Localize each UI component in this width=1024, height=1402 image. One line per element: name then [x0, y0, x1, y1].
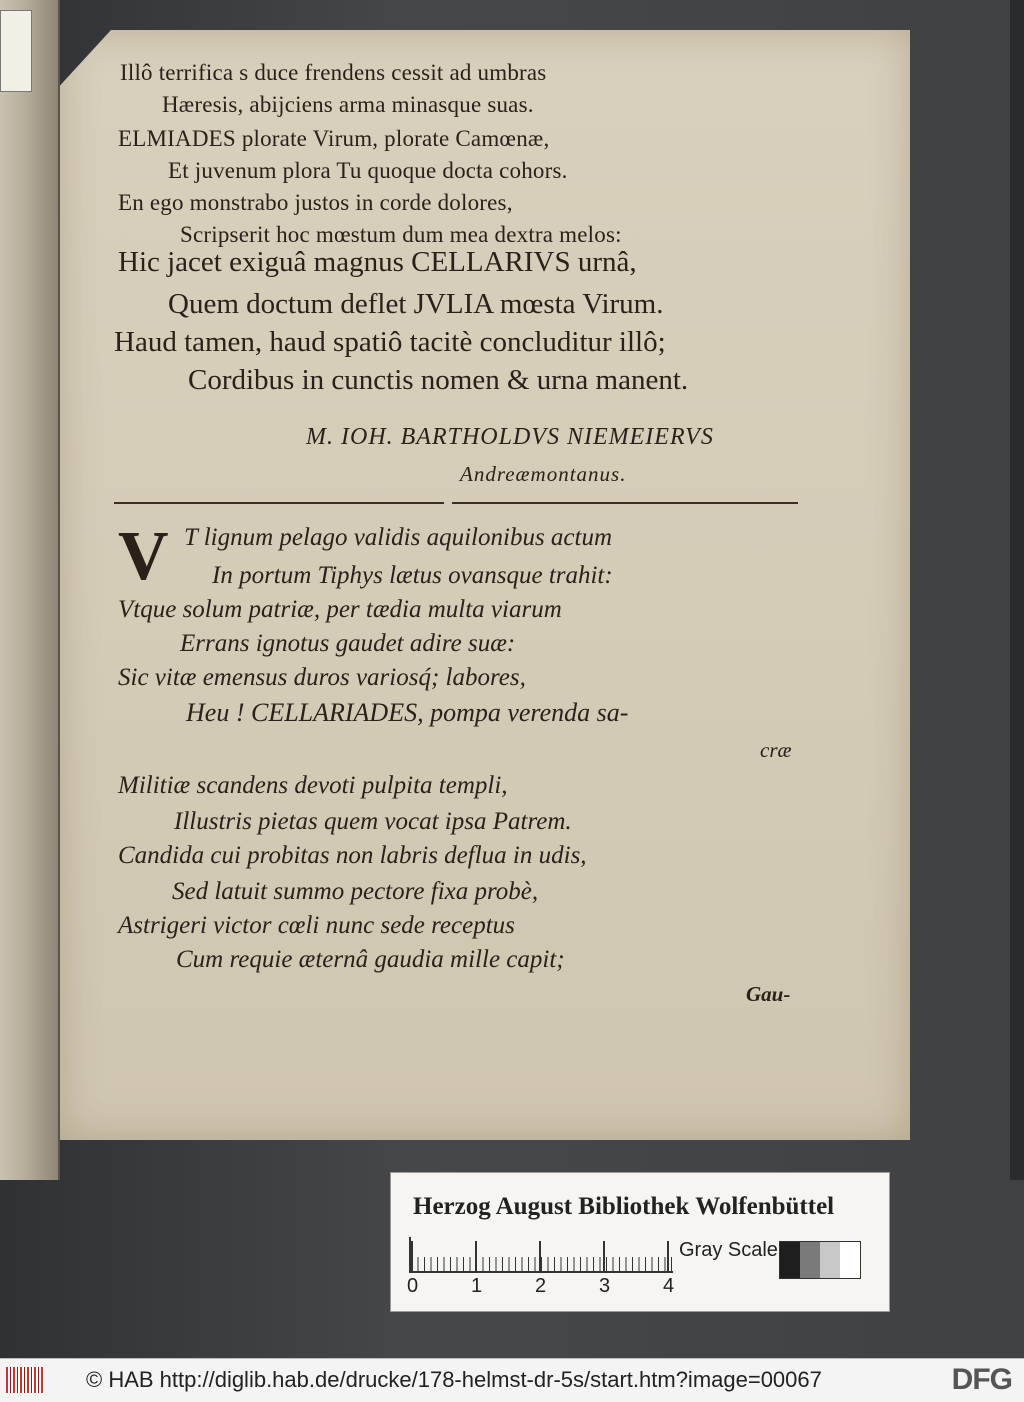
verse-line: Et juvenum plora Tu quoque docta cohors. — [168, 158, 568, 183]
verse-line: Haud tamen, haud spatiô tacitè concluditur illô; — [114, 326, 666, 358]
viewer-footer — [0, 1358, 1024, 1402]
right-shadow — [1010, 0, 1024, 1180]
verse-line: En ego monstrabo justos in corde dolores, — [118, 190, 513, 215]
verse-line: Hic jacet exiguâ magnus CELLARIVS urnâ, — [118, 246, 637, 278]
divider-rule — [452, 502, 798, 504]
verse-line: Hæresis, abijciens arma minasque suas. — [162, 92, 534, 117]
gray-swatch — [800, 1242, 820, 1278]
measurement-ruler — [407, 1237, 675, 1297]
verse-line: Candida cui probitas non labris deflua in udis, — [118, 842, 587, 869]
ruler-number: 0 — [407, 1275, 419, 1297]
previous-page-edge — [0, 0, 60, 1180]
drop-cap: V — [118, 518, 169, 595]
divider-rule — [114, 502, 444, 504]
verse-line: In portum Tiphys lætus ovansque trahit: — [212, 562, 613, 589]
gray-swatch — [780, 1242, 800, 1278]
verse-line: Militiæ scandens devoti pulpita templi, — [118, 772, 508, 799]
gray-scale-swatches — [779, 1241, 861, 1279]
verse-line: ELMIADES plorate Virum, plorate Camœnæ, — [118, 126, 550, 151]
gray-scale-label: Gray Scale — [679, 1239, 778, 1261]
ruler-major-tick — [475, 1241, 477, 1271]
verse-line: Cordibus in cunctis nomen & urna manent. — [188, 364, 689, 396]
author-signature: M. IOH. BARTHOLDVS NIEMEIERVS — [306, 424, 714, 450]
ruler-major-tick — [603, 1241, 605, 1271]
author-place: Andreæmontanus. — [460, 462, 627, 486]
library-label-tab — [0, 10, 32, 92]
verse-line: Quem doctum deflet JVLIA mœsta Virum. — [168, 288, 664, 320]
source-url[interactable]: © HAB http://diglib.hab.de/drucke/178-helmst-dr-5s/start.htm?image=00067 — [86, 1367, 822, 1392]
ruler-number: 3 — [599, 1275, 611, 1297]
verse-line: Vtque solum patriæ, per tædia multa viarum — [118, 596, 562, 623]
verse-line: Heu ! CELLARIADES, pompa verenda sa- — [186, 698, 629, 727]
ruler-major-tick — [667, 1241, 669, 1271]
verse-line: T lignum pelago validis aquilonibus actum — [184, 524, 613, 551]
verse-line: Errans ignotus gaudet adire suæ: — [180, 630, 516, 657]
ruler-number: 2 — [535, 1275, 547, 1297]
verse-line: Illô terrifica s duce frendens cessit ad umbras — [120, 60, 547, 85]
ruler-number: 1 — [471, 1275, 483, 1297]
gray-swatch — [840, 1242, 860, 1278]
verse-line: Sic vitæ emensus duros variosq́; labores, — [118, 664, 526, 691]
verse-line: Illustris pietas quem vocat ipsa Patrem. — [174, 808, 572, 835]
hab-logo-icon — [6, 1367, 44, 1393]
catchword: Gau- — [746, 982, 791, 1006]
ruler-major-tick — [411, 1241, 413, 1271]
card-title: Herzog August Bibliothek Wolfenbüttel — [413, 1193, 835, 1220]
verse-line: Astrigeri victor cœli nunc sede receptus — [118, 912, 515, 939]
verse-line: Cum requie æternâ gaudia mille capit; — [176, 946, 565, 973]
color-scale-card — [390, 1172, 890, 1312]
ruler-major-tick — [539, 1241, 541, 1271]
verse-line-continuation: cræ — [760, 738, 792, 762]
verse-line: Sed latuit summo pectore fixa probè, — [172, 878, 539, 905]
ruler-number: 4 — [663, 1275, 675, 1297]
dfg-logo: DFG — [951, 1363, 1012, 1396]
verse-line: Scripserit hoc mœstum dum mea dextra melos: — [180, 222, 622, 247]
ruler-ticks — [411, 1257, 673, 1271]
gray-swatch — [820, 1242, 840, 1278]
